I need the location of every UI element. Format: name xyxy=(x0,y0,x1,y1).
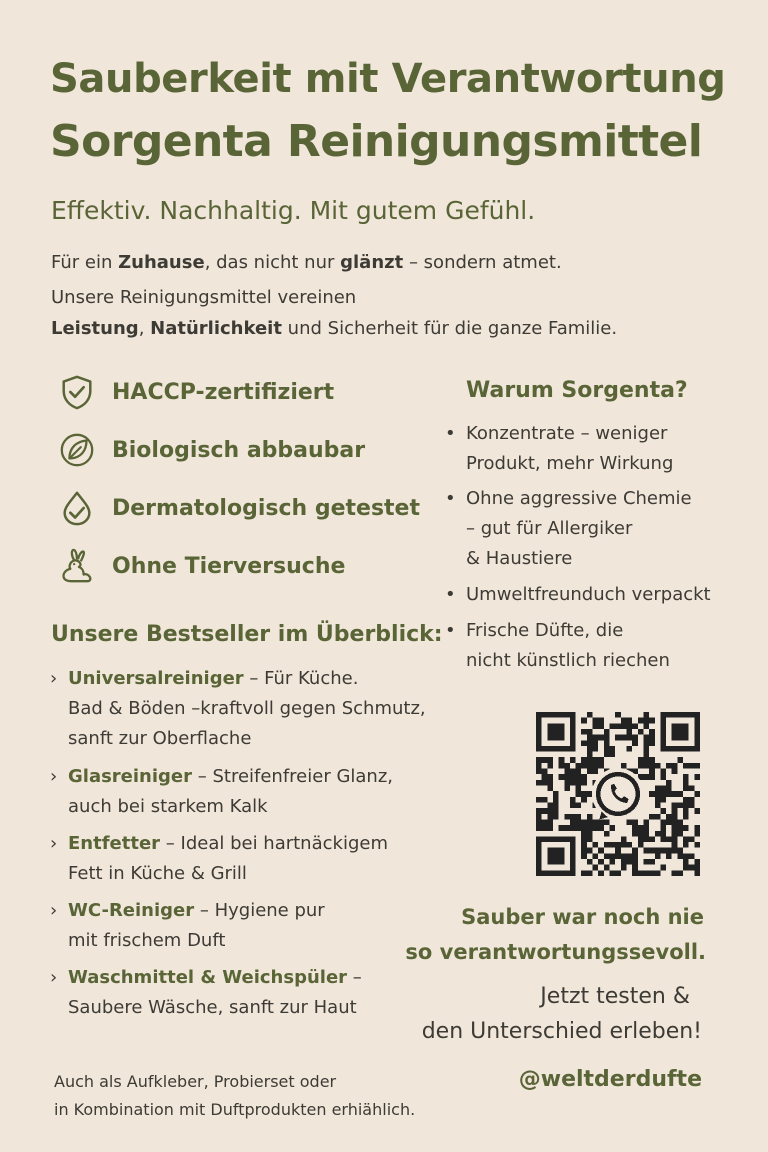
why-text: – gut für Allergiker xyxy=(466,518,633,539)
feature-derma-tested xyxy=(58,488,420,528)
headline: Sauberkeit mit Verantwortung xyxy=(50,56,726,102)
shield-check-icon xyxy=(58,373,96,411)
why-text: Ohne aggressive Chemie xyxy=(466,488,692,509)
why-item xyxy=(445,580,711,610)
intro-text: , das nicht nur xyxy=(204,252,341,273)
why-text: Umweltfreunduch verpackt xyxy=(466,584,711,605)
product-item xyxy=(50,664,426,754)
feature-haccp xyxy=(58,372,334,412)
chevron-right-icon: › xyxy=(50,766,58,787)
product-desc: – xyxy=(347,967,362,988)
why-text: Frische Düfte, die xyxy=(466,620,624,641)
chevron-right-icon: › xyxy=(50,833,58,854)
cta-line-2: den Unterschied erleben! xyxy=(421,1019,702,1044)
bullet-icon: • xyxy=(445,620,456,641)
intro-emphasis: Natürlichkeit xyxy=(150,318,282,339)
intro-emphasis: Leistung xyxy=(51,318,139,339)
qr-code[interactable] xyxy=(536,712,700,876)
bullet-icon: • xyxy=(445,423,456,444)
leaf-icon xyxy=(58,431,96,469)
why-item xyxy=(445,616,670,676)
feature-label: HACCP-zertifiziert xyxy=(112,379,335,405)
product-item xyxy=(50,963,362,1023)
feature-label: Ohne Tierversuche xyxy=(112,553,346,579)
product-name: Waschmittel & Weichspüler xyxy=(68,967,348,988)
why-item xyxy=(445,484,692,574)
bullet-icon: • xyxy=(445,584,456,605)
product-desc: Bad & Böden –kraftvoll gegen Schmutz, xyxy=(68,698,426,719)
why-text: nicht künstlich riechen xyxy=(466,650,670,671)
why-text: Konzentrate – weniger xyxy=(466,423,668,444)
slogan-line-2: so verantwortungssevoll. xyxy=(405,940,706,964)
product-desc: – Ideal bei hartnäckigem xyxy=(160,833,388,854)
intro-text: , xyxy=(138,318,151,339)
product-item xyxy=(50,829,388,889)
why-item xyxy=(445,419,673,479)
feature-label: Dermatologisch getestet xyxy=(112,495,420,521)
product-name: WC-Reiniger xyxy=(68,900,195,921)
feature-biodegradable xyxy=(58,430,365,470)
bullet-icon: • xyxy=(445,488,456,509)
intro-emphasis: Zuhause xyxy=(118,252,205,273)
brand-title: Sorgenta Reinigungsmittel xyxy=(50,116,703,167)
feature-no-animal-testing xyxy=(58,546,345,586)
social-handle[interactable]: @weltderdufte xyxy=(518,1067,702,1092)
intro-line-2: Unsere Reinigungsmittel vereinen xyxy=(51,287,357,308)
product-desc: Saubere Wäsche, sanft zur Haut xyxy=(68,997,357,1018)
product-name: Glasreiniger xyxy=(68,766,193,787)
cta-line-1: Jetzt testen & xyxy=(540,984,690,1009)
chevron-right-icon: › xyxy=(50,967,58,988)
bestseller-heading: Unsere Bestseller im Überblick: xyxy=(51,622,443,647)
drop-check-icon xyxy=(58,489,96,527)
product-item xyxy=(50,896,325,956)
product-desc: mit frischem Duft xyxy=(68,930,226,951)
why-text: & Haustiere xyxy=(466,548,573,569)
feature-label: Biologisch abbaubar xyxy=(112,437,366,463)
footer-note-line-2: in Kombination mit Duftprodukten erhiählich. xyxy=(54,1100,416,1119)
intro-text: Für ein xyxy=(51,252,119,273)
product-desc: auch bei starkem Kalk xyxy=(68,796,268,817)
slogan-line-1: Sauber war noch nie xyxy=(461,905,704,929)
product-name: Universalreiniger xyxy=(68,668,244,689)
intro-line-1 xyxy=(51,252,562,273)
why-heading: Warum Sorgenta? xyxy=(466,378,688,403)
whatsapp-icon xyxy=(592,768,644,820)
footer-note-line-1: Auch als Aufkleber, Probierset oder xyxy=(54,1072,337,1091)
chevron-right-icon: › xyxy=(50,900,58,921)
intro-text: – sondern atmet. xyxy=(403,252,562,273)
product-desc: – Für Küche. xyxy=(243,668,359,689)
intro-line-3 xyxy=(51,318,617,339)
product-desc: – Streifenfreier Glanz, xyxy=(192,766,394,787)
product-desc: – Hygiene pur xyxy=(194,900,325,921)
product-item xyxy=(50,762,393,822)
tagline: Effektiv. Nachhaltig. Mit gutem Gefühl. xyxy=(51,196,536,225)
product-name: Entfetter xyxy=(68,833,161,854)
rabbit-icon xyxy=(58,547,96,585)
intro-text: und Sicherheit für die ganze Familie. xyxy=(281,318,618,339)
why-text: Produkt, mehr Wirkung xyxy=(466,453,674,474)
chevron-right-icon: › xyxy=(50,668,58,689)
intro-emphasis: glänzt xyxy=(340,252,404,273)
product-desc: Fett in Küche & Grill xyxy=(68,863,247,884)
product-desc: sanft zur Oberflache xyxy=(68,728,252,749)
